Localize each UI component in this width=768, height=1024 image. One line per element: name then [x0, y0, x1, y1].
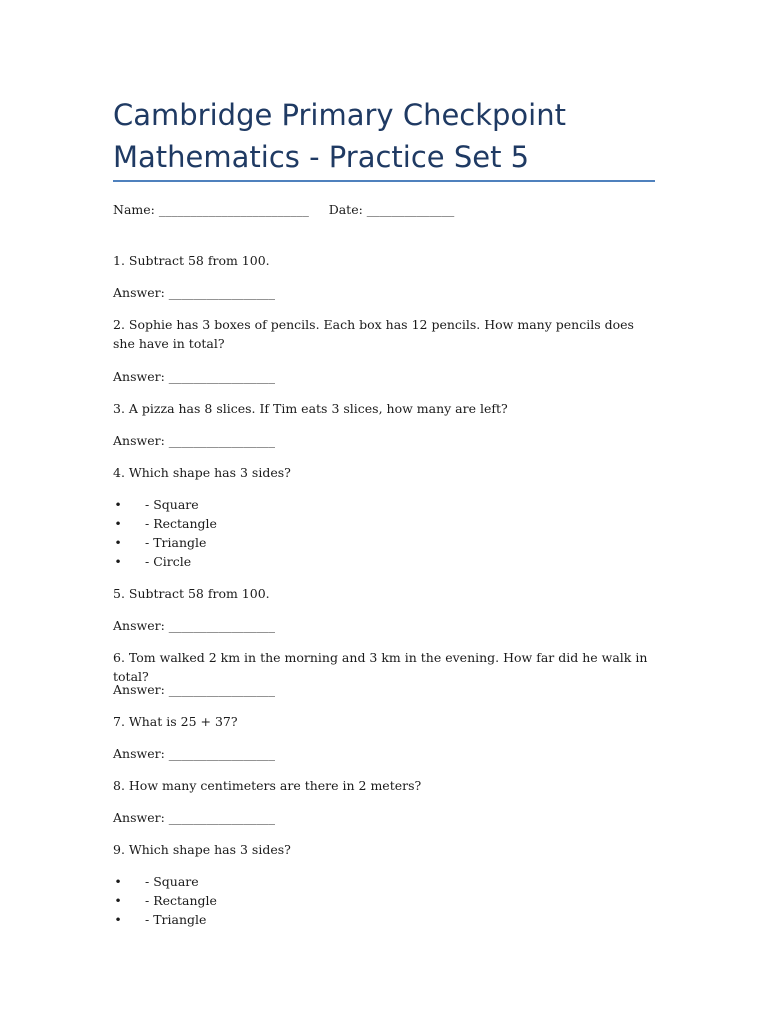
question-8: 8. How many centimeters are there in 2 meters?	[113, 778, 422, 793]
bullet-icon: •	[114, 497, 122, 512]
option-label: - Square	[145, 874, 199, 889]
question-9-options	[113, 872, 217, 929]
list-item	[113, 514, 217, 533]
bullet-icon: •	[114, 516, 122, 531]
option-label: - Rectangle	[145, 516, 217, 531]
title-line-2: Mathematics - Practice Set 5	[113, 140, 530, 174]
question-6: 6. Tom walked 2 km in the morning and 3 km in the evening. How far did he walk in total?	[113, 650, 648, 684]
list-item	[113, 872, 217, 891]
bullet-icon: •	[114, 554, 122, 569]
question-7: 7. What is 25 + 37?	[113, 714, 238, 729]
question-4: 4. Which shape has 3 sides?	[113, 465, 291, 480]
answer-5[interactable]: Answer: _________________	[113, 618, 275, 633]
bullet-icon: •	[114, 535, 122, 550]
list-item	[113, 910, 217, 929]
bullet-icon: •	[114, 874, 122, 889]
date-field[interactable]: Date: ______________	[328, 202, 455, 217]
option-label: - Triangle	[145, 912, 207, 927]
question-2: 2. Sophie has 3 boxes of pencils. Each box has 12 pencils. How many pencils does she have in total?	[113, 317, 634, 351]
question-5: 5. Subtract 58 from 100.	[113, 586, 270, 601]
answer-3[interactable]: Answer: _________________	[113, 433, 275, 448]
question-4-options	[113, 495, 217, 571]
question-3: 3. A pizza has 8 slices. If Tim eats 3 slices, how many are left?	[113, 401, 508, 416]
list-item	[113, 495, 217, 514]
answer-7[interactable]: Answer: _________________	[113, 746, 275, 761]
option-label: - Rectangle	[145, 893, 217, 908]
title-line-1: Cambridge Primary Checkpoint	[113, 98, 566, 132]
list-item	[113, 552, 217, 571]
answer-2[interactable]: Answer: _________________	[113, 369, 275, 384]
question-9: 9. Which shape has 3 sides?	[113, 842, 291, 857]
answer-1[interactable]: Answer: _________________	[113, 285, 275, 300]
option-label: - Circle	[145, 554, 192, 569]
list-item	[113, 891, 217, 910]
answer-8[interactable]: Answer: _________________	[113, 810, 275, 825]
list-item	[113, 533, 217, 552]
bullet-icon: •	[114, 912, 122, 927]
option-label: - Square	[145, 497, 199, 512]
question-1: 1. Subtract 58 from 100.	[113, 253, 270, 268]
page-title	[113, 94, 673, 178]
title-underline	[113, 180, 655, 182]
name-date-row	[113, 202, 454, 218]
option-label: - Triangle	[145, 535, 207, 550]
bullet-icon: •	[114, 893, 122, 908]
name-field[interactable]: Name: ________________________	[113, 202, 309, 217]
answer-6[interactable]: Answer: _________________	[113, 682, 275, 697]
